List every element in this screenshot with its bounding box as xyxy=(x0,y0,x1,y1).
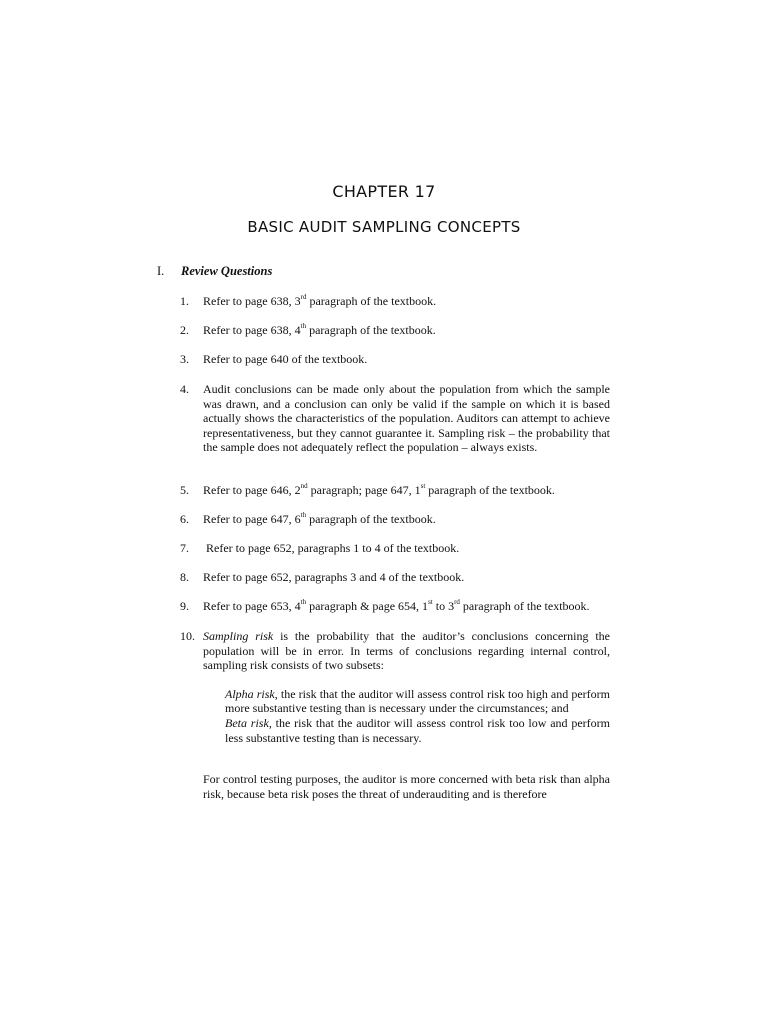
question-text: Audit conclusions can be made only about the population from which the sample was drawn, and a conclusion can only be valid if the sample on which it is based actually shows the characteristics of the population. Auditors can attempt to achieve representativeness, but they cannot guarantee it. Sampling risk – the probability that the sample does not adequately reflect the population – always exists. xyxy=(203,382,610,455)
question-number: 10. xyxy=(180,629,195,643)
question-text: Refer to page 652, paragraphs 1 to 4 of the textbook. xyxy=(203,541,460,555)
question-number: 9. xyxy=(180,599,189,613)
question-text: Refer to page 638, 3rd paragraph of the textbook. xyxy=(203,293,437,308)
question-item xyxy=(180,570,610,585)
question-item xyxy=(180,483,610,498)
risk-subsets xyxy=(225,687,610,745)
question-item xyxy=(180,352,610,367)
question-text: Refer to page 652, paragraphs 3 and 4 of the textbook. xyxy=(203,570,465,584)
question-text: Refer to page 646, 2nd paragraph; page 647, 1st paragraph of the textbook. xyxy=(203,482,555,497)
term-beta-risk: Beta risk xyxy=(225,715,269,730)
question-number: 5. xyxy=(180,483,189,497)
chapter-title: CHAPTER 17 xyxy=(332,182,436,201)
beta-risk-item: Beta risk, the risk that the auditor will assess control risk too low and perform less substantive testing than is necessary. xyxy=(225,715,610,745)
question-text: Refer to page 653, 4th paragraph & page 654, 1st to 3rd paragraph of the textbook. xyxy=(203,598,590,613)
question-item xyxy=(180,382,610,455)
question-text: Sampling risk is the probability that the auditor’s conclusions concerning the population will be in error. In terms of conclusions regarding internal control, sampling risk consists of two subsets: xyxy=(203,629,610,673)
section-number: I. xyxy=(157,264,165,278)
question-number: 7. xyxy=(180,541,189,555)
question-10-followup: For control testing purposes, the auditor is more concerned with beta risk than alpha risk, because beta risk poses the threat of underauditing and is therefore xyxy=(203,772,610,801)
alpha-risk-item: Alpha risk, the risk that the auditor will assess control risk too high and perform more substantive testing than is necessary under the circumstances; and xyxy=(225,686,610,716)
question-number: 2. xyxy=(180,323,189,337)
question-number: 8. xyxy=(180,570,189,584)
question-text: Refer to page 647, 6th paragraph of the textbook. xyxy=(203,511,436,526)
question-number: 1. xyxy=(180,294,189,308)
question-item xyxy=(180,294,610,309)
chapter-subtitle: BASIC AUDIT SAMPLING CONCEPTS xyxy=(247,218,521,236)
question-text: Refer to page 640 of the textbook. xyxy=(203,352,368,366)
term-alpha-risk: Alpha risk xyxy=(225,686,275,701)
question-item xyxy=(180,323,610,338)
question-item xyxy=(180,512,610,527)
question-number: 3. xyxy=(180,352,189,366)
section-label: Review Questions xyxy=(181,264,273,278)
question-number: 6. xyxy=(180,512,189,526)
question-number: 4. xyxy=(180,382,189,396)
term-sampling-risk: Sampling risk xyxy=(203,629,274,643)
question-item xyxy=(180,629,610,745)
question-item xyxy=(180,541,610,556)
question-item xyxy=(180,599,610,614)
question-text: Refer to page 638, 4th paragraph of the textbook. xyxy=(203,322,436,337)
